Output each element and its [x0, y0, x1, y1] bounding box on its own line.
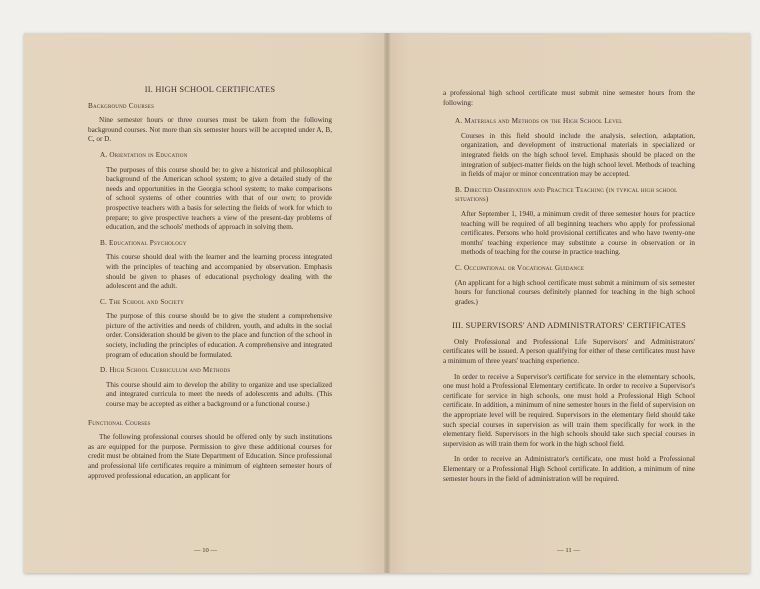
observation-teaching-heading: B. Directed Observation and Practice Teaching (in typical high school situations) [455, 185, 678, 204]
supervisors-para-1: Only Professional and Professional Life Supervisors' and Administrators' certificates will be issued. A person qualifying for either of these certificates must have a minimum of three years' teaching experience. [443, 337, 695, 366]
orientation-text: The purposes of this course should be: to give a historical and philosophical background of the American school system; to give a detailed study of the needs and opportunities in the Georgia school system; to make comparisons of school systems of other countries with that of our own; to provide prospective teachers with a basis for selecting the fields of work for which to prepare; to give prospective teachers a view of the present-day problems of education, and the schools' methods of approach in solving them. [106, 165, 332, 232]
school-society-heading: C. The School and Society [100, 297, 185, 306]
materials-methods-heading: A. Materials and Methods on the High School Level [455, 117, 623, 126]
functional-courses-heading: Functional Courses [88, 418, 151, 427]
supervisors-para-3: In order to receive an Administrator's certificate, one must hold a Professional Elementary or a Professional High School certificate. In addition, a minimum of nine semester hours in the field of administration will be required. [443, 455, 695, 483]
section-title-supervisors: III. SUPERVISORS' AND ADMINISTRATORS' CERTIFICATES [452, 321, 686, 331]
psychology-heading: B. Educational Psychology [100, 238, 187, 247]
supervisors-para-2: In order to receive a Supervisor's certificate for service in the elementary schools, one must hold a Professional Elementary certificate. In order to receive a Supervisor's certificate for service in high schools, one must hold a Professional High School certificate. In addition, a minimum of nine semester hours in the field of supervision on the appropriate level will be required. Supervisors in the elementary field should take such special courses in supervision as will train them specifically for work in the elementary field. Supervisors in the high schools should take such special courses in supervision as will train them for work in the high school field. [443, 372, 695, 448]
guidance-note: (An applicant for a high school certificate must submit a minimum of six semester hours for functional courses definitely planned for teaching in the high school grades.) [455, 278, 695, 306]
book-gutter [384, 33, 390, 573]
functional-text: The following professional courses should be offered only by such institutions as are equipped for the purpose. Permission to give these additional courses for credit must be obtained from the State Department of Education. Since professional and professional life certificates require a minimum of eighteen semester hours of approved professional education, an applicant for [88, 433, 332, 480]
guidance-heading: C. Occupational or Vocational Guidance [455, 263, 585, 272]
curriculum-heading: D. High School Curriculum and Methods [100, 366, 231, 375]
materials-methods-text: Courses in this field should include the analysis, selection, adaptation, organization, and development of instructional materials in specialized or integrated fields on the high school level. Emphasis should be placed on the integration of subject-matter fields on the high school level. Methods of teaching in fields of major or minor concentration may be accepted. [461, 131, 695, 179]
background-intro: Nine semester hours or three courses must be taken from the following background courses. Not more than six semester hours will be accepted under A, B, C, or D. [88, 116, 332, 144]
booklet-spread [24, 33, 750, 573]
school-society-text: The purpose of this course should be to give the student a comprehensive picture of the activities and needs of children, youth, and adults in the social order. Consideration should be given to the place and function of the school in society, including the principles of education. A comprehensive and integrated program of education should be formulated. [106, 312, 332, 359]
section-title-high-school: II. HIGH SCHOOL CERTIFICATES [144, 85, 276, 94]
left-page [24, 33, 387, 573]
psychology-text: This course should deal with the learner and the learning process integrated with the principles of teaching and accompanied by observation. Emphasis should be given to phases of educational psychology dealing with the adolescent and the adult. [106, 253, 332, 291]
right-page [387, 33, 750, 573]
observation-teaching-text: After September 1, 1940, a minimum credit of three semester hours for practice teaching will be required of all beginning teachers who apply for professional certificates. Persons who hold provisional certificates and who have twenty-one months' teaching experience may substitute a course in observation or in methods of teaching for the course in practice teaching. [461, 209, 695, 257]
orientation-heading: A. Orientation in Education [100, 150, 188, 159]
page-number-right: — 11 — [557, 547, 580, 554]
right-page-text [443, 89, 695, 490]
page-number-left: — 10 — [193, 547, 218, 554]
continuation-text: a professional high school certificate must submit nine semester hours from the following: [443, 89, 695, 107]
background-courses-heading: Background Courses [88, 101, 155, 110]
curriculum-text: This course should aim to develop the ability to organize and use specialized and integrated curricula to meet the needs of adolescents and adults. (This course may be accepted as either a background or a functional course.) [106, 380, 332, 409]
left-page-text [88, 85, 332, 487]
